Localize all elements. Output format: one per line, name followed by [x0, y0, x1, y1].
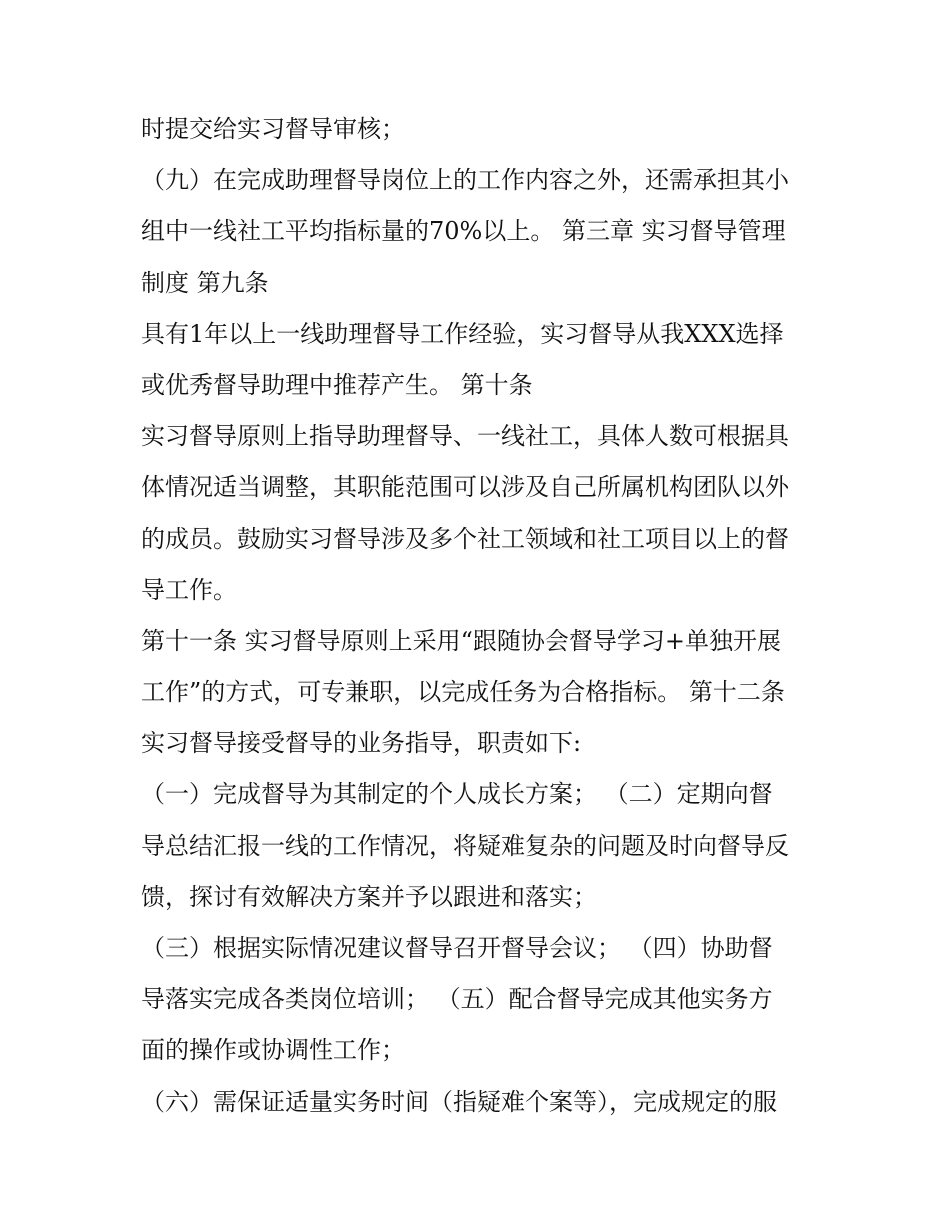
text-line: 或优秀督导助理中推荐产生。 第十条	[141, 370, 533, 399]
text-line: 导落实完成各类岗位培训； （五）配合督导完成其他实务方	[141, 985, 773, 1014]
text-line: 组中一线社工平均指标量的70%以上。 第三章 实习督导管理	[141, 217, 786, 246]
text-line: 面的操作或协调性工作；	[141, 1036, 405, 1065]
text-line: 馈，探讨有效解决方案并予以跟进和落实；	[141, 882, 597, 911]
text-line: 具有1年以上一线助理督导工作经验，实习督导从我XXX选择	[141, 319, 784, 348]
text-line: （一）完成督导为其制定的个人成长方案； （二）定期向督	[141, 780, 773, 809]
text-line: 导总结汇报一线的工作情况，将疑难复杂的问题及时向督导反	[141, 831, 789, 860]
text-line: 工作”的方式，可专兼职，以完成任务为合格指标。 第十二条	[141, 678, 785, 707]
text-line: 实习督导原则上指导助理督导、一线社工，具体人数可根据具	[141, 422, 789, 451]
text-line: （六）需保证适量实务时间（指疑难个案等），完成规定的服	[141, 1087, 777, 1116]
text-line: 制度 第九条	[141, 268, 269, 297]
text-line: （三）根据实际情况建议督导召开督导会议； （四）协助督	[141, 934, 773, 962]
text-line: 时提交给实习督导审核；	[141, 115, 405, 143]
text-line: 的成员。鼓励实习督导涉及多个社工领域和社工项目以上的督	[141, 524, 789, 553]
text-line: 实习督导接受督导的业务指导，职责如下:	[141, 729, 582, 758]
text-line: 第十一条 实习督导原则上采用“跟随协会督导学习+单独开展	[141, 626, 782, 655]
text-line: 导工作。	[141, 575, 237, 604]
text-line: （九）在完成助理督导岗位上的工作内容之外，还需承担其小	[141, 166, 789, 195]
document-body	[141, 104, 821, 1128]
text-line: 体情况适当调整，其职能范围可以涉及自己所属机构团队以外	[141, 473, 789, 502]
